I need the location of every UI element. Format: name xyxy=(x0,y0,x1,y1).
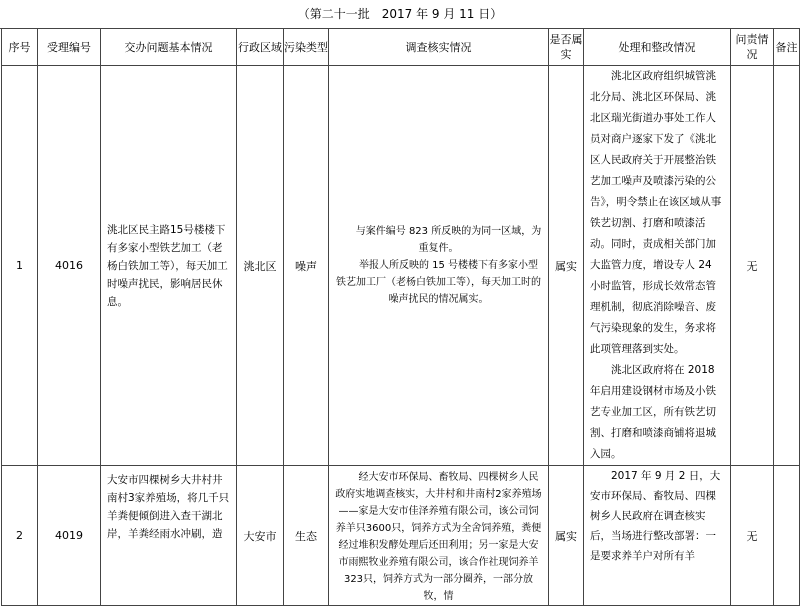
cell-verified: 属实 xyxy=(549,66,584,466)
handling-paragraph: 洮北区政府组织城管洮北分局、洮北区环保局、洮北区瑞光街道办事处工作人员对商户逐家下发了《洮北区人民政府关于开展整治铁艺加工噪声及喷漆污染的公告》，明令禁止在该区域从事铁艺切割、打磨和喷漆活动。同时，责成相关部门加大监管力度，增设专人 24 小时监管，形成长效常态管理机制，彻底消除噪音、废气污染现象的发生，务求将此项管理落到实处。 xyxy=(590,70,722,355)
cell-accountability: 无 xyxy=(731,466,774,606)
header-handling: 处理和整改情况 xyxy=(584,29,731,66)
cell-verified: 属实 xyxy=(549,466,584,606)
header-seq: 序号 xyxy=(2,29,38,66)
header-pollution: 污染类型 xyxy=(284,29,329,66)
header-issue: 交办问题基本情况 xyxy=(101,29,237,66)
cell-pollution: 生态 xyxy=(284,466,329,606)
cell-pollution: 噪声 xyxy=(284,66,329,466)
handling-paragraph: 2017 年 9 月 2 日，大安市环保局、畜牧局、四棵树乡人民政府在调查核实后，当场进行整改部署：一是要求养羊户对所有羊 xyxy=(590,470,721,562)
survey-paragraph: 与案件编号 823 所反映的为同一区域，为重复件。 xyxy=(355,226,542,254)
cell-region: 大安市 xyxy=(237,466,284,606)
cell-seq: 2 xyxy=(2,466,38,606)
header-verified: 是否属实 xyxy=(549,29,584,66)
header-accountability: 问责情况 xyxy=(731,29,774,66)
cell-remarks xyxy=(774,466,800,606)
handling-paragraph: 洮北区政府将在 2018 年启用建设钢材市场及小铁艺专业加工区，所有铁艺切割、打磨和喷漆商铺将退城入园。 xyxy=(590,364,716,460)
survey-paragraph: 经大安市环保局、畜牧局、四棵树乡人民政府实地调查核实，大井村和井南村2家养殖场——家是大安市佳泽养殖有限公司，该公司饲养羊只3600只，饲养方式为全舍饲养殖，粪便经过堆积发酵处理后还田利用；另一家是大安市雨熙牧业养殖有限公司，该合作社现饲养羊323只，饲养方式为一部分圈养，一部分放牧，情 xyxy=(335,472,542,602)
header-remarks: 备注 xyxy=(774,29,800,66)
complaint-table xyxy=(1,28,800,606)
cell-code: 4019 xyxy=(38,466,101,606)
header-survey: 调查核实情况 xyxy=(329,29,549,66)
cell-issue: 大安市四棵树乡大井村井南村3家养殖场，将几千只羊粪便倾倒进入查干湖北岸，羊粪经雨水冲刷，造 xyxy=(101,466,237,606)
header-region: 行政区域 xyxy=(237,29,284,66)
table-row xyxy=(2,466,800,606)
header-code: 受理编号 xyxy=(38,29,101,66)
cell-survey xyxy=(329,466,549,606)
cell-seq: 1 xyxy=(2,66,38,466)
cell-region: 洮北区 xyxy=(237,66,284,466)
cell-code: 4016 xyxy=(38,66,101,466)
cell-accountability: 无 xyxy=(731,66,774,466)
cell-handling xyxy=(584,466,731,606)
batch-caption: （第二十一批 2017 年 9 月 11 日） xyxy=(0,0,800,29)
cell-issue: 洮北区民主路15号楼楼下有多家小型铁艺加工（老杨白铁加工等），每天加工时噪声扰民，影响居民休息。 xyxy=(101,66,237,466)
survey-paragraph: 举报人所反映的 15 号楼楼下有多家小型铁艺加工厂（老杨白铁加工等），每天加工时的噪声扰民的情况属实。 xyxy=(336,260,541,305)
header-row xyxy=(2,29,800,66)
